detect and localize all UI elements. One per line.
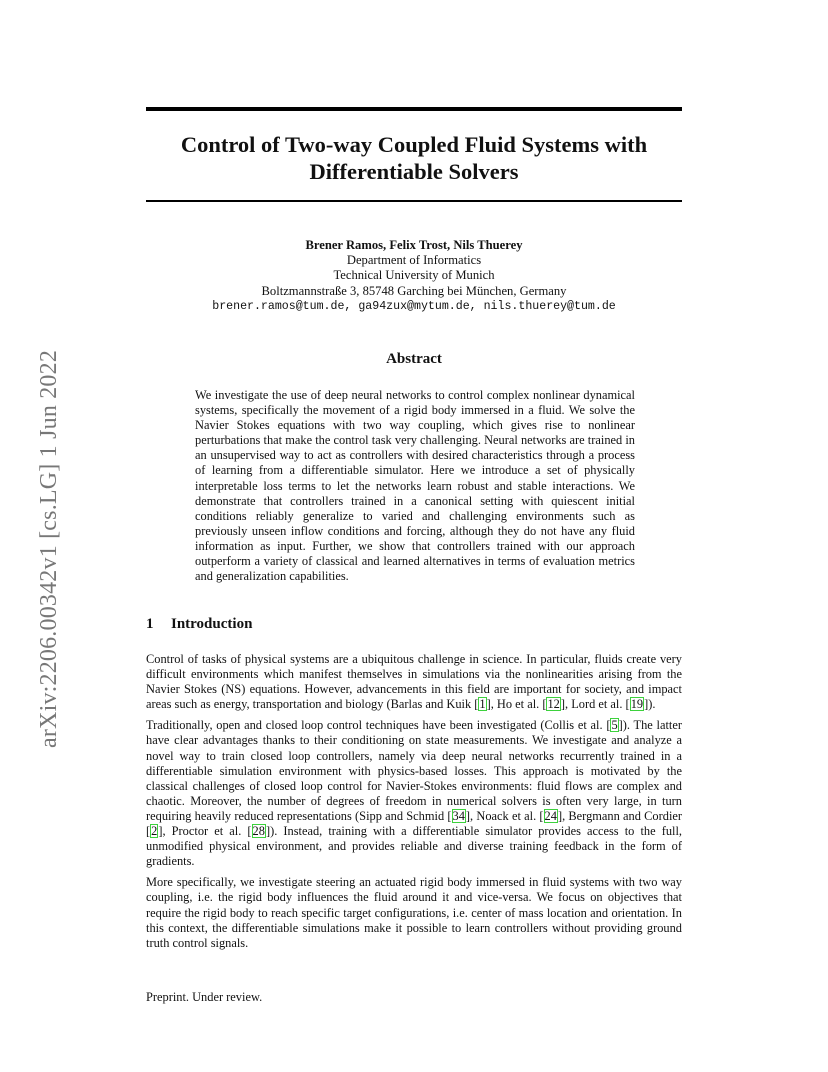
abstract-heading: Abstract <box>386 351 442 367</box>
text-span: Control of tasks of physical systems are a ubiquitous challenge in science. In particular, fluids create very difficult environments which manifest themselves in simulations via the nonlinearities arising from the Navier Stokes (NS) equations. However, advancements in this field are important for society, and impact areas such as energy, transportation and biology (Barlas and Kuik <box>146 652 682 712</box>
author-university: Technical University of Munich <box>333 268 495 283</box>
citation-link[interactable]: 12 <box>547 697 560 712</box>
paper-title <box>146 131 682 185</box>
text-span: ]). <box>644 697 656 712</box>
citation-link[interactable]: 24 <box>544 808 557 823</box>
paragraph-2 <box>146 718 682 869</box>
citation-link[interactable]: 28 <box>252 824 265 839</box>
text-span: ]). The latter have clear advantages thanks to their conditioning on state measurements. We investigate and analyze a novel way to train closed loop controllers, namely via deep neural networks recurrently trained in a differentiable simulation environment with physics-based losses. This approach is motivated by the classical challenges of closed loop control for Navier-Stokes environments: fluid flows are complex and chaotic. Moreover, the number of degrees of freedom in numerical solvers is often very large, in turn requiring heavily reduced representations (Sipp and Schmid [ <box>146 718 682 823</box>
text-span: Traditionally, open and closed loop control techniques have been investigated (Collis et al. [ <box>146 718 611 733</box>
section-number: 1 <box>146 616 154 632</box>
author-names: Brener Ramos, Felix Trost, Nils Thuerey <box>305 238 523 252</box>
text-span: ], Bergmann and Cordier [ <box>146 808 683 839</box>
section-heading <box>146 616 252 633</box>
body-text <box>146 652 682 957</box>
text-span: ], Noack et al. [ <box>465 808 544 823</box>
paragraph-1: Control of tasks of physical systems are a ubiquitous challenge in science. In particular, fluids create very difficult environments which manifest themselves in simulations via the nonlinearities arising from the Navier Stokes (NS) equations. However, advancements in this field are important for society, and impact areas such as energy, transportation and biology (Barlas and Kuik [1], Ho et al. [12], Lord et al. [19]). <box>146 652 682 712</box>
arxiv-stamp: arXiv:2206.00342v1 [cs.LG] 1 Jun 2022 <box>36 349 62 748</box>
text-span: ], Ho et al. [ <box>486 697 547 712</box>
title-top-rule <box>146 107 682 111</box>
author-department: Department of Informatics <box>346 253 482 268</box>
citation-link[interactable]: 2 <box>151 824 158 839</box>
section-title: Introduction <box>171 616 253 632</box>
footer-note: Preprint. Under review. <box>146 990 263 1004</box>
paragraph-3: More specifically, we investigate steering an actuated rigid body immersed in fluid systems with two way coupling, i.e. the rigid body influences the fluid around it and vice-versa. We focus on objectives that require the rigid body to reach specific target configurations, i.e. center of mass location and orientation. In this context, the differentiable simulations make it possible to learn controllers without providing ground truth control signals. <box>146 875 682 950</box>
citation-link[interactable]: 34 <box>452 808 465 823</box>
author-block <box>146 238 682 314</box>
title-bottom-rule <box>146 200 682 202</box>
citation-link[interactable]: 1 <box>479 697 486 712</box>
author-emails: brener.ramos@tum.de, ga94zux@mytum.de, nils.thuerey@tum.de <box>212 299 616 313</box>
citation-link[interactable]: 19 <box>630 697 644 712</box>
citation-link[interactable]: 5 <box>611 718 618 733</box>
abstract-text: We investigate the use of deep neural networks to control complex nonlinear dynamical systems, specifically the movement of a rigid body immersed in a fluid. We solve the Navier Stokes equations with two way coupling, which gives rise to nonlinear perturbations that make the control task very challenging. Neural networks are trained in an unsupervised way to act as controllers with desired characteristics through a process of learning from a differentiable simulator. Here we introduce a set of physically interpretable loss terms to let the networks learn robust and stable interactions. We demonstrate that controllers trained in a canonical setting with quiescent initial conditions reliably generalize to varied and challenging environments such as previously unseen inflow conditions and forcing, although they do not have any fluid information as input. Further, we show that controllers trained with our approach outperform a variety of classical and learned alternatives in terms of evaluation metrics and generalization capabilities. <box>195 388 635 584</box>
author-address: Boltzmannstraße 3, 85748 Garching bei München, Germany <box>261 283 567 298</box>
text-span: ], Proctor et al. [ <box>158 824 252 839</box>
text-span: ], Lord et al. [ <box>560 697 630 712</box>
title-line-2: Differentiable Solvers <box>309 159 519 184</box>
text-span: ]). Instead, training with a differentiable simulator provides access to the full, unmodified physical environment, and provides reliable and diverse training feedback in the form of gradients. <box>146 824 683 869</box>
title-line-1: Control of Two-way Coupled Fluid Systems with <box>180 132 648 157</box>
